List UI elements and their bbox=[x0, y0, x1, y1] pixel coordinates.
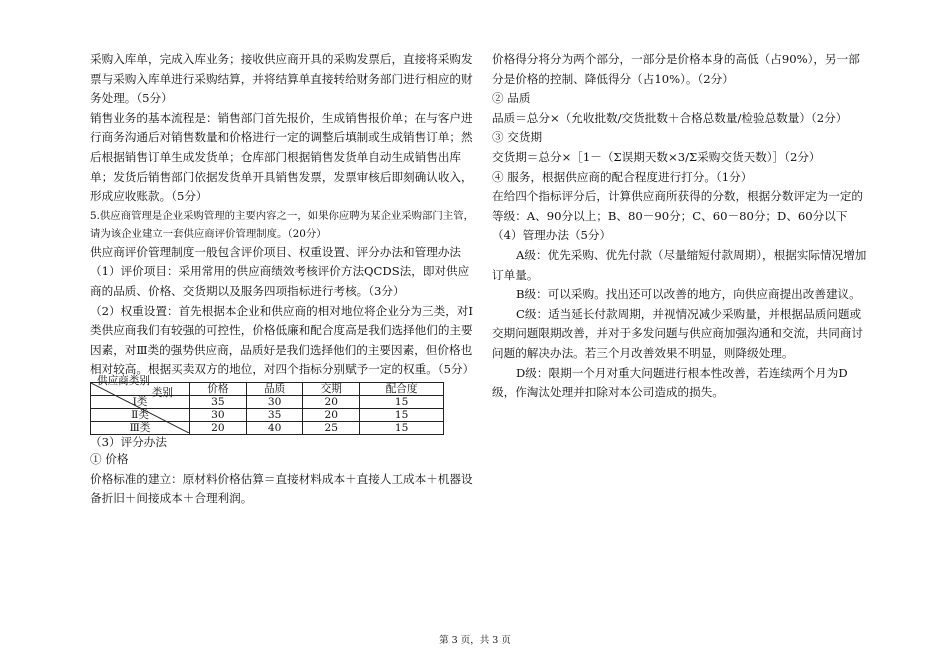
right-paragraph-8: （4）管理办法（5分） bbox=[492, 228, 612, 243]
table-cell: 25 bbox=[303, 421, 360, 434]
right-paragraph-3: 品质＝总分×（允收批数/交货批数＋合格总数量/检验总数量）（2分） bbox=[492, 110, 848, 125]
page-footer: 第 3 页，共 3 页 bbox=[439, 635, 511, 646]
table-cell: 40 bbox=[246, 421, 303, 434]
right-paragraph-12: D级：限期一个月对重大问题进行根本性改善，若连续两个月为D级，作淘汰处理并扣除对本公司造成的损失。 bbox=[492, 365, 848, 400]
row-label: Ⅲ类 bbox=[91, 421, 190, 434]
corner-top-label: 类别 bbox=[151, 386, 173, 399]
table-header: 品质 bbox=[246, 382, 303, 395]
table-cell: 30 bbox=[246, 395, 303, 408]
corner-bottom-label: 供应商类别 bbox=[97, 374, 150, 387]
row-label: Ⅰ类 bbox=[91, 395, 190, 408]
table-cell: 15 bbox=[360, 395, 444, 408]
left-paragraph-1: 采购入库单，完成入库业务；接收供应商开具的采购发票后，直接将采购发票与采购入库单进行采购结算，并将结算单直接转给财务部门进行相应的财务处理。（5分） bbox=[90, 52, 473, 106]
table-cell: 35 bbox=[190, 395, 247, 408]
table-corner-cell bbox=[91, 374, 190, 399]
left-paragraph-5: （2）权重设置：首先根据本企业和供应商的相对地位将企业分为三类，对Ⅰ类供应商我们有较强的可控性，价格低廉和配合度高是我们选择他们的主要因素，对Ⅲ类的强势供应商，品质好是我们选择他们的主要因素，但价格也相对较高。根据买卖双方的地位，对四个指标分别赋予一定的权重。（5分） bbox=[90, 303, 475, 377]
right-paragraph-9: A级：优先采购、优先付款（尽量缩短付款周期），根据实际情况增加订单量。 bbox=[492, 247, 867, 282]
left-paragraph-6: （3）评分办法 bbox=[90, 434, 167, 449]
left-paragraph-7: ① 价格 bbox=[90, 451, 129, 466]
table-cell: 20 bbox=[303, 408, 360, 421]
table-cell: 20 bbox=[190, 421, 247, 434]
table-cell: 35 bbox=[246, 408, 303, 421]
right-paragraph-1: 价格得分将分为两个部分，一部分是价格本身的高低（占90%），另一部分是价格的控制、降低得分（占10%）。（2分） bbox=[492, 52, 860, 86]
row-label: Ⅱ类 bbox=[91, 408, 190, 421]
table-cell: 15 bbox=[360, 421, 444, 434]
table-header: 价格 bbox=[190, 382, 247, 395]
table-cell: 20 bbox=[303, 395, 360, 408]
right-paragraph-2: ② 品质 bbox=[492, 91, 531, 106]
left-paragraph-2: 销售业务的基本流程是：销售部门首先报价，生成销售报价单；在与客户进行商务沟通后对销售数量和价格进行一定的调整后填制或生成销售订单；然后根据销售订单生成发货单；仓库部门根据销售发货单自动生成销售出库单；发货后销售部门依据发货单开具销售发票，发票审核后即刻确认收入，形成应收账款。（5分） bbox=[90, 110, 473, 204]
weight-table bbox=[90, 374, 444, 435]
left-paragraph-3: 供应商评价管理制度一般包含评价项目、权重设置、评分办法和管理办法 bbox=[90, 244, 462, 259]
table-header: 配合度 bbox=[360, 382, 444, 395]
right-paragraph-7: 在给四个指标评分后，计算供应商所获得的分数，根据分数评定为一定的等级：A、90分以上；B、80－90分；C、60－80分；D、60分以下 bbox=[492, 189, 864, 223]
right-paragraph-11: C级：适当延长付款周期，并视情况减少采购量，并根据品质问题或交期问题限期改善，并对于多发问题与供应商加强沟通和交流，共同商讨问题的解决办法。若三个月改善效果不明显，则降级处理。 bbox=[492, 306, 864, 360]
table-cell: 30 bbox=[190, 408, 247, 421]
table-header: 交期 bbox=[303, 382, 360, 395]
table-header-row bbox=[91, 382, 444, 395]
right-paragraph-5: 交货期＝总分×［1－（Σ误期天数×3/Σ采购交货天数）］（2分） bbox=[492, 149, 821, 164]
table-cell: 15 bbox=[360, 408, 444, 421]
left-paragraph-4: （1）评价项目：采用常用的供应商绩效考核评价方法QCDS法，即对供应商的品质、价格、交货期以及服务四项指标进行考核。（3分） bbox=[90, 264, 470, 298]
question-5: 5.供应商管理是企业采购管理的主要内容之一，如果你应聘为某企业采购部门主管，请为该企业建立一套供应商评价管理制度。（20分） bbox=[90, 209, 474, 240]
right-paragraph-6: ④ 服务，根据供应商的配合程度进行打分。（1分） bbox=[492, 169, 753, 184]
left-column bbox=[90, 50, 475, 509]
right-paragraph-4: ③ 交货期 bbox=[492, 130, 543, 145]
diagonal-line bbox=[91, 383, 189, 433]
right-column bbox=[492, 50, 870, 403]
left-paragraph-8: 价格标准的建立：原材料价格估算＝直接材料成本＋直接人工成本＋机器设备折旧＋间接成本＋合理利润。 bbox=[90, 471, 473, 506]
right-paragraph-10: B级：可以采购。找出还可以改善的地方，向供应商提出改善建议。 bbox=[516, 287, 861, 302]
